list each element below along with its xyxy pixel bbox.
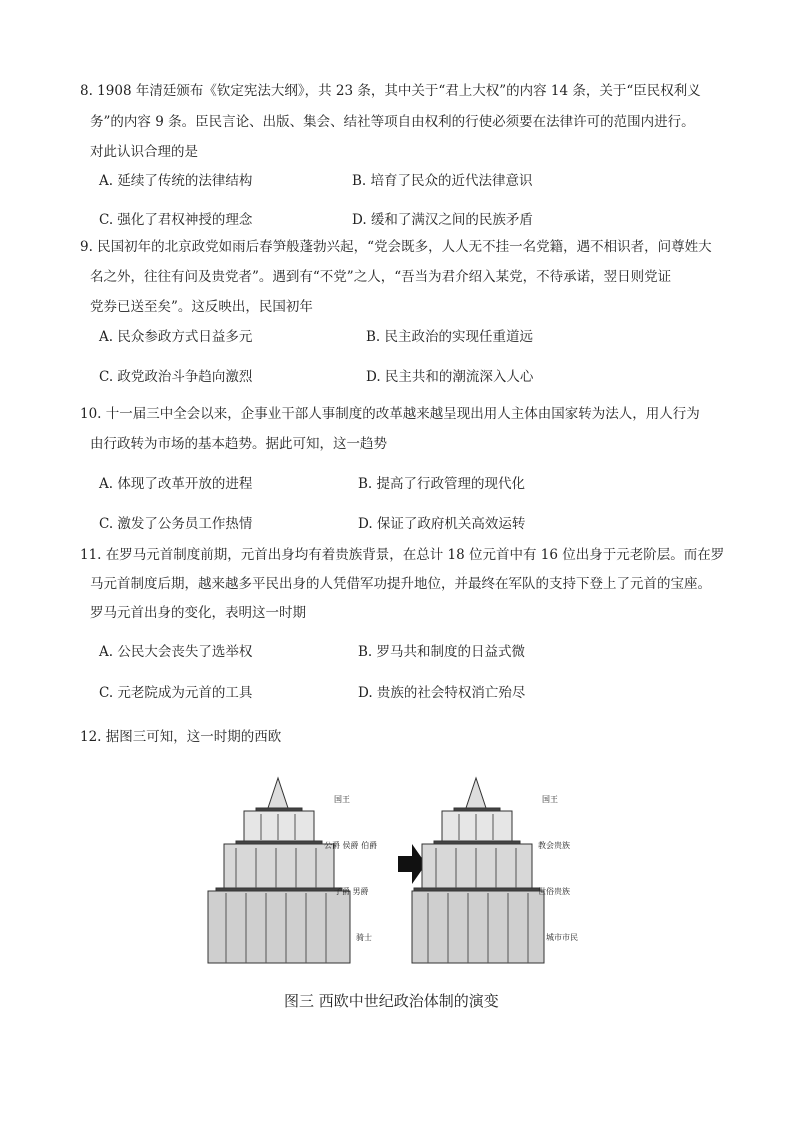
q11-option-b[interactable]: B. 罗马共和制度的日益式微: [358, 644, 526, 660]
left-label-knights: 骑士: [356, 933, 372, 942]
q9-option-c[interactable]: C. 政党政治斗争趋向激烈: [99, 369, 253, 385]
q9-stem-line2: 名之外，往往有问及贵党者”。遇到有“不党”之人，“吾当为君介绍入某党，不待承诺，翌日则党证: [90, 269, 672, 285]
q11-option-c[interactable]: C. 元老院成为元首的工具: [99, 685, 253, 701]
left-label-viscounts: 子爵 男爵: [334, 887, 369, 896]
q9-option-b[interactable]: B. 民主政治的实现任重道远: [366, 329, 534, 345]
q8-stem-line3: 对此认识合理的是: [90, 144, 198, 160]
q9-option-a[interactable]: A. 民众参政方式日益多元: [99, 329, 253, 345]
left-label-king: 国王: [334, 795, 350, 804]
q8-option-a[interactable]: A. 延续了传统的法律结构: [99, 173, 253, 189]
q8-option-c[interactable]: C. 强化了君权神授的理念: [99, 212, 253, 228]
right-label-citizens: 城市市民: [546, 933, 578, 942]
q11-stem-line1: 11. 在罗马元首制度前期，元首出身均有着贵族背景，在总计 18 位元首中有 16 位出身于元老阶层。而在罗: [80, 547, 725, 563]
q12-stem-line1: 12. 据图三可知，这一时期的西欧: [80, 729, 282, 745]
q11-stem-line3: 罗马元首出身的变化，表明这一时期: [90, 605, 306, 621]
q8-option-d[interactable]: D. 缓和了满汉之间的民族矛盾: [352, 212, 533, 228]
q10-option-c[interactable]: C. 激发了公务员工作热情: [99, 516, 253, 532]
q9-stem-line3: 党券已送至矣”。这反映出，民国初年: [90, 299, 313, 315]
right-label-king: 国王: [542, 795, 558, 804]
q10-option-a[interactable]: A. 体现了改革开放的进程: [99, 476, 253, 492]
q8-stem-line2: 务”的内容 9 条。臣民言论、出版、集会、结社等项自由权利的行使必须要在法律许可的范围内进行。: [90, 114, 695, 130]
right-label-secular-nobles: 世俗贵族: [538, 887, 570, 896]
q10-stem-line2: 由行政转为市场的基本趋势。据此可知，这一趋势: [90, 436, 387, 452]
q8-stem-line1: 8. 1908 年清廷颁布《钦定宪法大纲》，共 23 条，其中关于“君上大权”的内容 14 条，关于“臣民权利义: [80, 83, 701, 99]
q10-option-d[interactable]: D. 保证了政府机关高效运转: [358, 516, 526, 532]
q11-option-a[interactable]: A. 公民大会丧失了选举权: [99, 644, 253, 660]
figure-caption: 图三 西欧中世纪政治体制的演变: [284, 992, 499, 1010]
left-pyramid: [208, 778, 350, 963]
political-pyramid-figure: [206, 768, 596, 964]
q8-option-b[interactable]: B. 培育了民众的近代法律意识: [352, 173, 533, 189]
q9-stem-line1: 9. 民国初年的北京政党如雨后春笋般蓬勃兴起，“党会既多，人人无不挂一名党籍，遇不相识者，问尊姓大: [80, 239, 712, 255]
king-figure-right: [466, 778, 486, 808]
q11-option-d[interactable]: D. 贵族的社会特权消亡殆尽: [358, 685, 526, 701]
q9-option-d[interactable]: D. 民主共和的潮流深入人心: [366, 369, 534, 385]
left-label-dukes: 公爵 侯爵 伯爵: [324, 841, 378, 850]
right-label-church-nobles: 教会贵族: [538, 841, 570, 850]
right-pyramid: [412, 778, 544, 963]
king-figure: [268, 778, 288, 808]
q11-stem-line2: 马元首制度后期，越来越多平民出身的人凭借军功提升地位，并最终在军队的支持下登上了元首的宝座。: [90, 576, 711, 592]
q10-option-b[interactable]: B. 提高了行政管理的现代化: [358, 476, 526, 492]
q10-stem-line1: 10. 十一届三中全会以来，企事业干部人事制度的改革越来越呈现出用人主体由国家转为法人，用人行为: [80, 406, 700, 422]
